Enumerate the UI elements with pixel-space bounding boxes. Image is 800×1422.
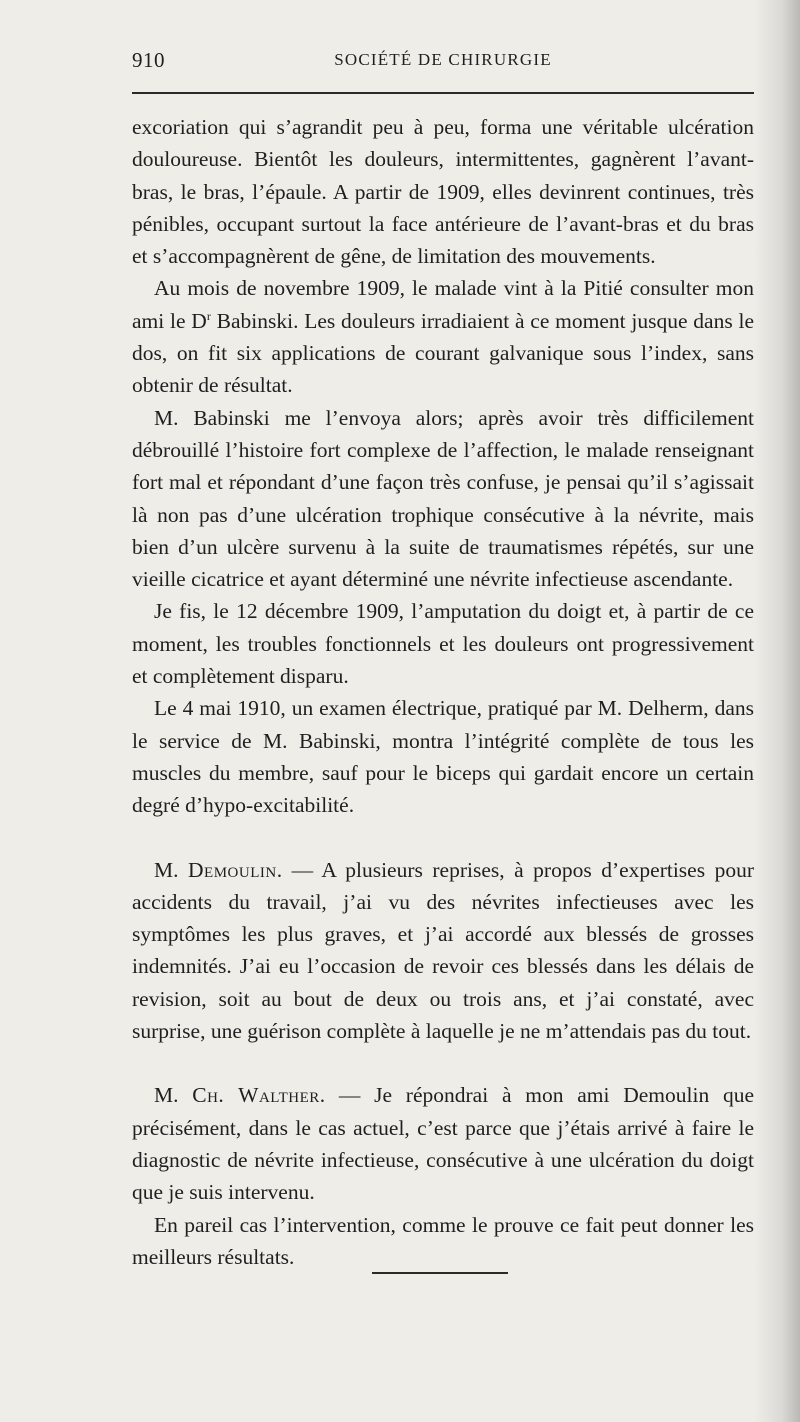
paragraph-2 [132, 272, 754, 401]
page-edge-shadow [754, 0, 800, 1422]
paragraph-8: En pareil cas l’intervention, comme le prouve ce fait peut donner les meilleurs résultats. [132, 1212, 754, 1269]
paragraph-7 [132, 1079, 754, 1208]
speaker-name-walther: Ch. Walther [192, 1083, 320, 1108]
page-body [132, 111, 754, 1273]
paragraph-6 [132, 854, 754, 1048]
running-title: SOCIÉTÉ DE CHIRURGIE [334, 50, 552, 69]
paragraph-3: M. Babinski me l’envoya alors; après avoir très difficilement débrouillé l’histoire fort complexe de l’affection, le malade renseignant fort mal et répondant d’une façon très confuse, je pensai qu’il s’agissait là non pas d’une ulcération trophique consécutive à la névrite, mais bien d’un ulcère survenu à la suite de traumatismes répétés, sur une vieille cicatrice et ayant déterminé une névrite infectieuse ascendante. [132, 405, 754, 592]
paragraph-2-text-a: Au mois de novembre 1909, le malade vint à la Pitié consulter mon ami le D [132, 276, 754, 333]
page-number: 910 [132, 48, 165, 72]
paragraph-6-text: . — A plusieurs reprises, à propos d’expertises pour accidents du travail, j’ai vu des névrites infectieuses avec les symptômes les plus graves, et j’ai accordé aux blessés de grosses indemnités. J’ai eu l’occasion de revoir ces blessés dans les délais de revision, soit au bout de deux ou trois ans, et j’ai constaté, avec surprise, une guérison complète à laquelle je ne m’attendais pas du tout. [132, 857, 754, 1044]
paragraph-2-superscript: r [206, 308, 211, 323]
paragraph-5: Le 4 mai 1910, un examen électrique, pratiqué par M. Delherm, dans le service de M. Babinski, montra l’intégrité complète de tous les muscles du membre, sauf pour le biceps qui gardait encore un certain degré d’hypo-excitabilité. [132, 696, 754, 818]
paragraph-7-text: . — Je répondrai à mon ami Demoulin que précisément, dans le cas actuel, c’est parce que j’étais arrivé à faire le diagnostic de névrite infectieuse, consécutive à une ulcération du doigt que je suis intervenu. [132, 1083, 755, 1205]
speaker-name-demoulin: Demoulin [188, 857, 277, 882]
page-header [132, 48, 754, 78]
speaker-prefix: M. [154, 857, 188, 882]
speaker-prefix: M. [154, 1083, 193, 1108]
paragraph-2-text-b: Babinski. Les douleurs irradiaient à ce moment jusque dans le dos, on fit six applications de courant galvanique sous l’index, sans obtenir de résultat. [132, 308, 754, 398]
header-rule [132, 92, 754, 94]
paragraph-4: Je fis, le 12 décembre 1909, l’amputation du doigt et, à partir de ce moment, les troubles fonctionnels et les douleurs ont progressivement et complètement disparu. [132, 599, 754, 689]
section-end-rule [372, 1272, 508, 1274]
paragraph-1: excoriation qui s’agrandit peu à peu, forma une véritable ulcération douloureuse. Bientôt les douleurs, intermittentes, gagnèrent l’avant-bras, le bras, l’épaule. A partir de 1909, elles devinrent continues, très pénibles, occupant surtout la face antérieure de l’avant-bras et du bras et s’accompagnèrent de gêne, de limitation des mouvements. [132, 115, 754, 269]
